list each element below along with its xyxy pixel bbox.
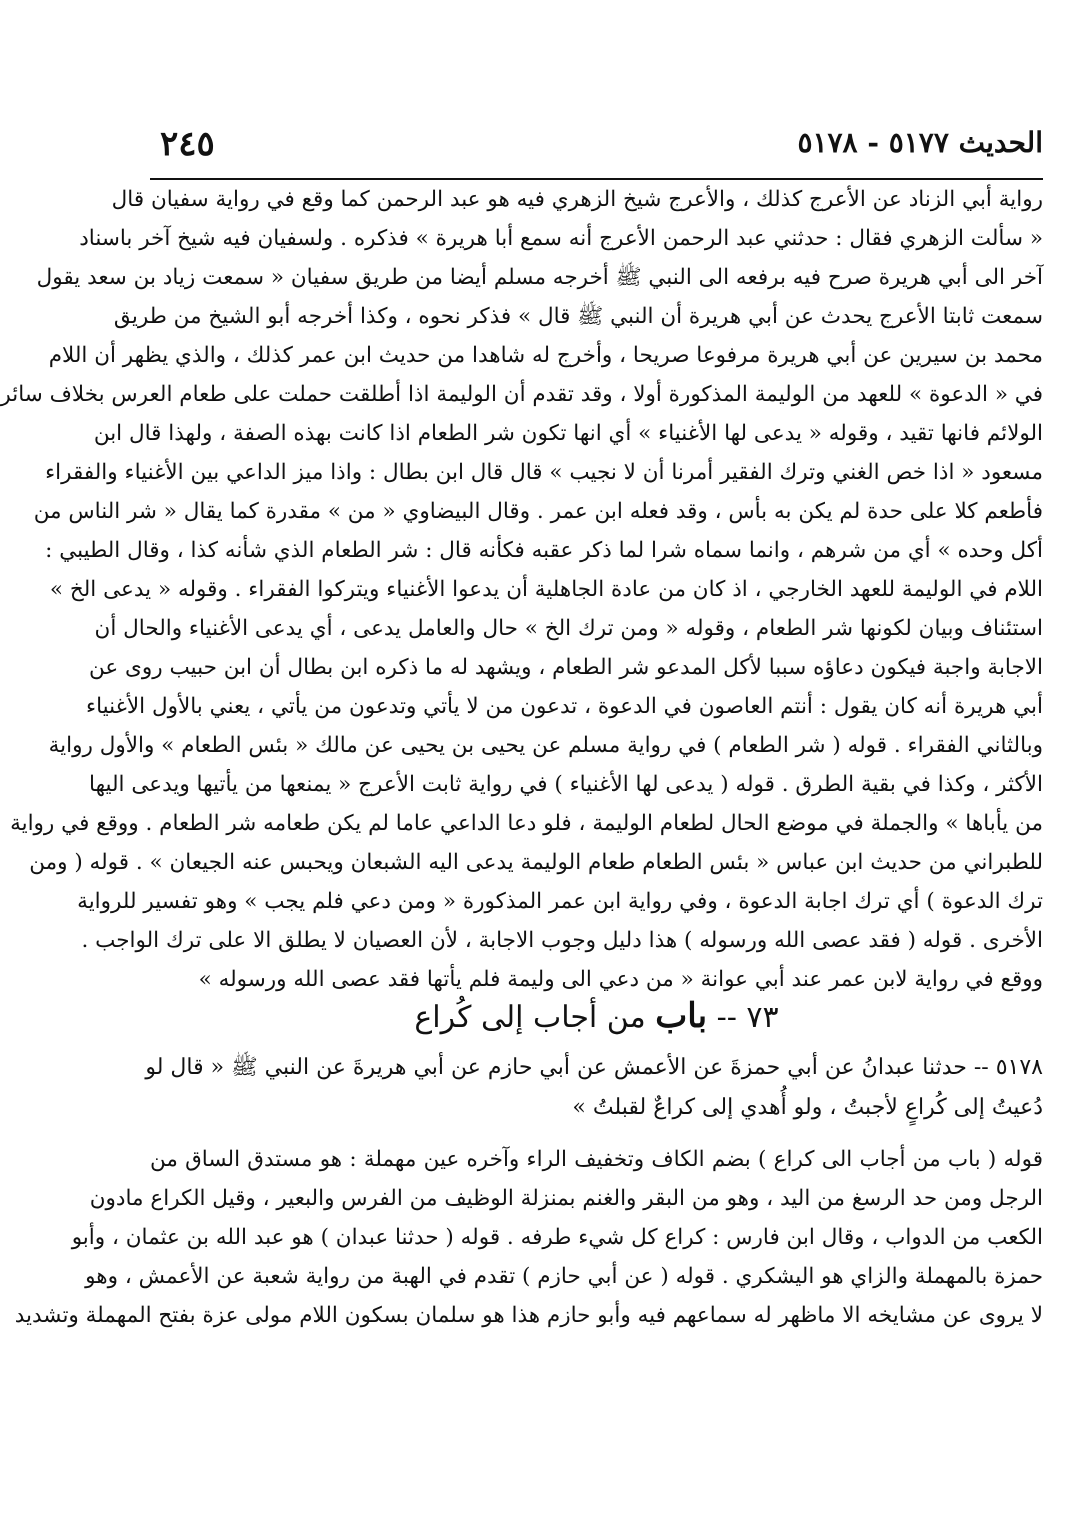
text-line: سمعت ثابتا الأعرج يحدث عن أبي هريرة أن النبي ﷺ قال » فذكر نحوه ، وكذا أخرجه أبو الشيخ من طريق <box>113 304 1043 329</box>
text-line: الاجابة واجبة فيكون دعاؤه سببا لأكل المدعو شر الطعام ، ويشهد له ما ذكره ابن بطال أن ابن حبيب روى عن <box>89 655 1043 680</box>
text-line: الأخرى . قوله ( فقد عصى الله ورسوله ) هذا دليل وجوب الاجابة ، لأن العصيان لا يطلق الا على ترك الواجب . <box>81 928 1043 953</box>
text-line: « سألت الزهري فقال : حدثني عبد الرحمن الأعرج أنه سمع أبا هريرة » فذكره . ولسفيان فيه شيخ آخر باسناد <box>79 226 1043 251</box>
text-line: مسعود « اذا خص الغني وترك الفقير أمرنا أن لا نجيب » قال قال ابن بطال : واذا ميز الداعي بين الأغنياء والفقراء <box>45 460 1043 485</box>
page-number: ٢٤٥ <box>160 124 215 164</box>
text-line: محمد بن سيرين عن أبي هريرة مرفوعا صريحا ، وأخرج له شاهدا من حديث ابن عمر كذلك ، والذي يظهر أن اللام <box>48 343 1043 368</box>
hadith-line: ٥١٧٨ -- حدثنا عبدانُ عن أبي حمزةَ عن الأعمش عن أبي حازم عن أبي هريرةَ عن النبي ﷺ « قال لو <box>145 1055 1043 1080</box>
text-line: اللام في الوليمة للعهد الخارجي ، اذ كان من عادة الجاهلية أن يدعوا الأغنياء ويتركوا الفقراء . وقوله « يدعى الخ » <box>49 577 1043 602</box>
text-line: ووقع في رواية لابن عمر عند أبي عوانة « من دعي الى وليمة فلم يأتها فقد عصى الله ورسوله » <box>198 967 1043 992</box>
chapter-heading <box>150 992 1043 1040</box>
hadith-line: دُعيتُ إلى كُراعٍ لأجبتُ ، ولو أُهدي إلى كراعٌ لقبلتُ » <box>572 1095 1043 1120</box>
text-line: من يأباها » والجملة في موضع الحال لطعام الوليمة ، فلو دعا الداعي عاما لم يكن طعامه شر الطعام . ووقع في رواية <box>10 811 1043 836</box>
text-line: وبالثاني الفقراء . قوله ( شر الطعام ) في رواية مسلم عن يحيى بن يحيى عن مالك « بئس الطعام » والأول رواية <box>48 733 1043 758</box>
text-line: أبي هريرة أنه كان يقول : أنتم العاصون في الدعوة ، تدعون من لا يأتي وتدعون من يأتي ، يعني بالأول الأغنياء <box>86 694 1043 719</box>
commentary-line: حمزة بالمهملة والزاي هو اليشكري . قوله ( عن أبي حازم ) تقدم في الهبة من رواية شعبة عن الأعمش ، وهو <box>85 1264 1043 1289</box>
hadith-text <box>145 1048 1043 1128</box>
commentary-line: الرجل ومن حد الرسغ من اليد ، وهو من البقر والغنم بمنزلة الوظيف من الفرس والبعير ، وقيل الكراع مادون <box>89 1186 1043 1211</box>
text-line: في « الدعوة » للعهد من الوليمة المذكورة أولا ، وقد تقدم أن الوليمة اذا أطلقت حملت على طعام العرس بخلاف سائر <box>0 382 1043 407</box>
main-text <box>0 180 1043 999</box>
text-line: ترك الدعوة ) أي ترك اجابة الدعوة ، وفي رواية ابن عمر المذكورة « ومن دعي فلم يجب » وهو تفسير للرواية <box>77 889 1043 914</box>
commentary-line: قوله ( باب من أجاب الى كراع ) بضم الكاف وتخفيف الراء وآخره عين مهملة : هو مستدق الساق من <box>150 1147 1043 1172</box>
text-line: أكل وحده » أي من شرهم ، وانما سماه شرا لما ذكر عقبه فكأنه قال : شر الطعام الذي شأنه كذا ، وقال الطيبي : <box>45 538 1043 563</box>
text-line: استئناف وبيان لكونها شر الطعام ، وقوله « ومن ترك الخ » حال والعامل يدعى ، أي يدعى الأغنياء والحال أن <box>94 616 1043 641</box>
text-line: فأطعم كلا على حدة لم يكن به بأس ، وقد فعله ابن عمر . وقال البيضاوي « من » مقدرة كما يقال « شر الناس من <box>33 499 1043 524</box>
running-title: الحديث ٥١٧٧ - ٥١٧٨ <box>797 126 1043 159</box>
page-header <box>150 118 1043 174</box>
text-line: للطبراني من حديث ابن عباس « بئس الطعام طعام الوليمة يدعى اليه الشبعان ويحبس عنه الجيعان » . قوله ( ومن <box>29 850 1043 875</box>
commentary-line: لا يروى عن مشايخه الا ماظهر له سماعهم فيه وأبو حازم هذا هو سلمان بسكون اللام مولى عزة بفتح المهملة وتشديد <box>14 1303 1043 1328</box>
text-line: رواية أبي الزناد عن الأعرج كذلك ، والأعرج شيخ الزهري فيه هو عبد الرحمن كما وقع في رواية سفيان قال <box>111 187 1043 212</box>
text-line: الولائم فانها تقيد ، وقوله « يدعى لها الأغنياء » أي انها تكون شر الطعام اذا كانت بهذه الصفة ، ولهذا قال ابن <box>93 421 1043 446</box>
commentary-line: الكعب من الدواب ، وقال ابن فارس : كراع كل شيء طرفه . قوله ( حدثنا عبدان ) هو عبد الله بن عثمان ، وأبو <box>71 1225 1043 1250</box>
chapter-number: ٧٣ -- <box>716 1000 779 1035</box>
chapter-bab: باب <box>655 996 708 1036</box>
text-line: آخر الى أبي هريرة صرح فيه برفعه الى النبي ﷺ أخرجه مسلم أيضا من طريق سفيان « سمعت زياد بن سعد يقول <box>36 265 1043 290</box>
commentary-text <box>14 1140 1043 1335</box>
text-line: الأكثر ، وكذا في بقية الطرق . قوله ( يدعى لها الأغنياء ) في رواية ثابت الأعرج « يمنعها من يأتيها ويدعى اليها <box>89 772 1043 797</box>
chapter-title: من أجاب إلى كُراع <box>414 1000 646 1035</box>
